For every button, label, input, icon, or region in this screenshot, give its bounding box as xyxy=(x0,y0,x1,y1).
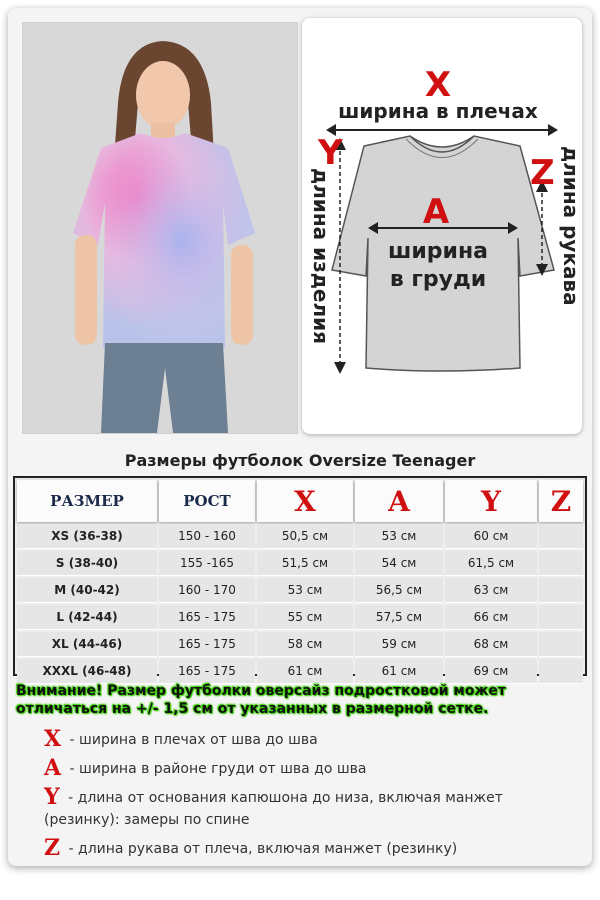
legend-text-z: - длина рукава от плеча, включая манжет (резинку) xyxy=(64,841,458,857)
cell-size: S (38-40) xyxy=(17,551,157,576)
cell-a: 59 см xyxy=(355,632,443,657)
cell-size: XS (36-38) xyxy=(17,524,157,549)
cell-size: XL (44-46) xyxy=(17,632,157,657)
cell-z xyxy=(539,659,583,684)
header-size: РАЗМЕР xyxy=(17,480,157,522)
diagram-a-label-line2: в груди xyxy=(389,267,487,292)
table-row xyxy=(17,551,583,576)
measurement-diagram xyxy=(302,18,582,434)
cell-height: 155 -165 xyxy=(159,551,255,576)
cell-a: 54 см xyxy=(355,551,443,576)
size-notice: Внимание! Размер футболки оверсайз подростковой может отличаться на +/- 1,5 см от указанных в размерной сетке. xyxy=(16,683,507,717)
legend-item xyxy=(44,786,554,831)
model-illustration xyxy=(23,23,297,433)
cell-z xyxy=(539,632,583,657)
tshirt-diagram xyxy=(302,18,582,434)
cell-z xyxy=(539,551,583,576)
cell-a: 56,5 см xyxy=(355,578,443,603)
chart-title: Размеры футболок Oversize Teenager xyxy=(124,451,476,470)
table-row xyxy=(17,659,583,684)
header-height: РОСТ xyxy=(159,480,255,522)
size-table xyxy=(13,476,587,676)
measurement-legend xyxy=(44,728,554,866)
header-x: X xyxy=(257,480,353,522)
cell-x: 51,5 см xyxy=(257,551,353,576)
header-a: A xyxy=(355,480,443,522)
diagram-x-letter: X xyxy=(424,65,452,105)
legend-item xyxy=(44,728,554,751)
legend-item xyxy=(44,757,554,780)
cell-z xyxy=(539,578,583,603)
legend-text-a: - ширина в районе груди от шва до шва xyxy=(65,761,367,777)
cell-z xyxy=(539,524,583,549)
diagram-a-letter: A xyxy=(422,192,450,232)
cell-x: 55 см xyxy=(257,605,353,630)
cell-size: L (42-44) xyxy=(17,605,157,630)
legend-item xyxy=(44,837,554,860)
size-table-grid xyxy=(15,478,585,686)
diagram-y-label: длина изделия xyxy=(309,168,333,344)
cell-height: 160 - 170 xyxy=(159,578,255,603)
legend-letter-z: Z xyxy=(44,835,61,861)
cell-y: 69 см xyxy=(445,659,537,684)
legend-text-y: - длина от основания капюшона до низа, включая манжет (резинку): замеры по спине xyxy=(44,790,503,828)
cell-height: 165 - 175 xyxy=(159,632,255,657)
cell-y: 68 см xyxy=(445,632,537,657)
cell-x: 53 см xyxy=(257,578,353,603)
cell-x: 50,5 см xyxy=(257,524,353,549)
cell-height: 165 - 175 xyxy=(159,659,255,684)
diagram-a-label-line1: ширина xyxy=(388,239,488,264)
cell-height: 165 - 175 xyxy=(159,605,255,630)
cell-x: 58 см xyxy=(257,632,353,657)
table-row xyxy=(17,524,583,549)
diagram-z-label: длина рукава xyxy=(559,146,582,306)
cell-x: 61 см xyxy=(257,659,353,684)
legend-letter-x: X xyxy=(44,726,62,752)
cell-z xyxy=(539,605,583,630)
header-z: Z xyxy=(539,480,583,522)
cell-height: 150 - 160 xyxy=(159,524,255,549)
cell-y: 61,5 см xyxy=(445,551,537,576)
table-row xyxy=(17,632,583,657)
cell-y: 63 см xyxy=(445,578,537,603)
diagram-y-letter: Y xyxy=(318,133,343,173)
cell-y: 60 см xyxy=(445,524,537,549)
legend-letter-y: Y xyxy=(44,784,60,810)
cell-y: 66 см xyxy=(445,605,537,630)
cell-a: 53 см xyxy=(355,524,443,549)
cell-size: XXXL (46-48) xyxy=(17,659,157,684)
table-row xyxy=(17,605,583,630)
diagram-x-label: ширина в плечах xyxy=(338,99,538,123)
header-y: Y xyxy=(445,480,537,522)
model-photo xyxy=(22,22,298,434)
legend-letter-a: A xyxy=(44,755,62,781)
legend-text-x: - ширина в плечах от шва до шва xyxy=(65,732,318,748)
diagram-z-letter: Z xyxy=(530,153,555,193)
table-header-row xyxy=(17,480,583,522)
cell-a: 57,5 см xyxy=(355,605,443,630)
cell-size: M (40-42) xyxy=(17,578,157,603)
table-row xyxy=(17,578,583,603)
cell-a: 61 см xyxy=(355,659,443,684)
